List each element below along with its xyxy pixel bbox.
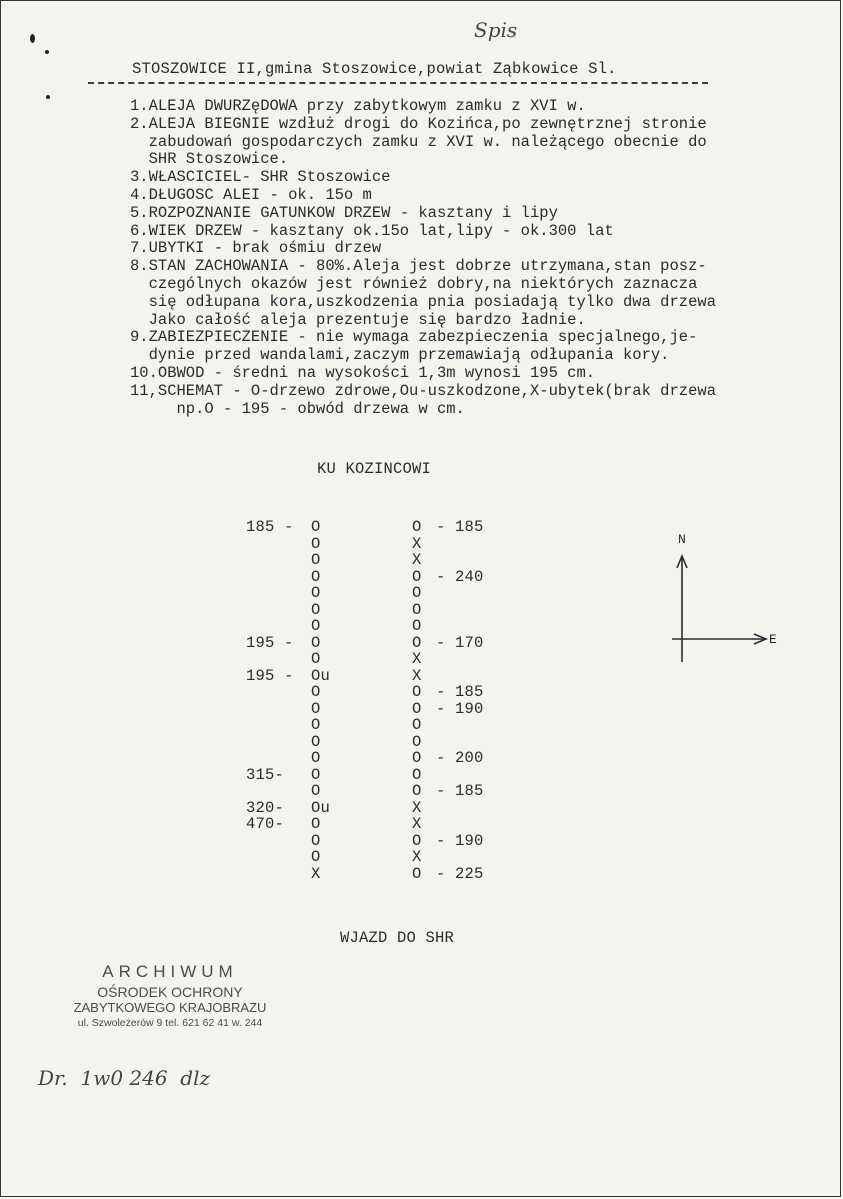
- left-tree-symbol: Ou: [311, 666, 331, 685]
- right-circumference: - 200: [436, 749, 484, 767]
- left-tree-symbol: O: [311, 584, 321, 602]
- list-item-line: 11,SCHEMAT - O-drzewo zdrowe,Ou-uszkodzone,X-ubytek(brak drzewa: [130, 381, 716, 400]
- document-header: STOSZOWICE II,gmina Stoszowice,powiat Ząbkowice Sl.: [132, 60, 617, 78]
- list-item-line: 4.DŁUGOSC ALEI - ok. 15o m: [130, 185, 372, 204]
- stamp-line-4: ul. Szwoleżerów 9 tel. 621 62 41 w. 244: [77, 1017, 263, 1029]
- stamp-line-3: ZABYTKOWEGO KRAJOBRAZU: [73, 1000, 267, 1015]
- list-item-line: SHR Stoszowice.: [130, 150, 289, 169]
- right-tree-symbol: O: [412, 765, 422, 784]
- left-tree-symbol: O: [311, 716, 321, 734]
- compass-n-label: N: [678, 532, 687, 547]
- right-tree-symbol: O: [412, 518, 422, 536]
- left-tree-symbol: O: [311, 600, 321, 619]
- right-circumference: - 225: [436, 864, 484, 883]
- list-item-line: 1.ALEJA DWURZęDOWA przy zabytkowym zamku z XVI w.: [130, 97, 586, 115]
- list-item-line: 5.ROZPOZNANIE GATUNKOW DRZEW - kasztany i lipy: [130, 203, 558, 222]
- left-tree-symbol: O: [311, 749, 321, 767]
- right-tree-symbol: O: [412, 584, 422, 602]
- left-circumference: 315-: [246, 765, 285, 784]
- right-circumference: - 190: [436, 831, 484, 850]
- left-tree-symbol: O: [311, 815, 321, 833]
- left-tree-symbol: O: [311, 732, 321, 751]
- list-item-line: się odłupana kora,uszkodzenia pnia posiadają tylko dwa drzewa: [130, 292, 716, 311]
- left-tree-symbol: O: [311, 831, 321, 850]
- right-tree-symbol: O: [412, 567, 422, 586]
- right-circumference: - 240: [436, 567, 484, 586]
- right-tree-symbol: X: [412, 815, 422, 833]
- list-item-line: Jako całość aleja prezentuje się bardzo ładnie.: [130, 310, 586, 329]
- right-tree-symbol: X: [412, 848, 422, 866]
- left-tree-symbol: O: [311, 567, 321, 586]
- right-tree-symbol: X: [412, 650, 422, 668]
- right-tree-symbol: O: [412, 699, 422, 718]
- right-tree-symbol: X: [412, 534, 422, 553]
- left-tree-symbol: O: [311, 765, 321, 784]
- left-circumference: 195 -: [246, 633, 294, 652]
- right-tree-symbol: O: [412, 732, 422, 751]
- left-tree-symbol: O: [311, 518, 321, 536]
- left-tree-symbol: O: [311, 534, 321, 553]
- stamp-line-1: ARCHIWUM: [102, 962, 238, 981]
- left-tree-symbol: O: [311, 699, 321, 718]
- right-circumference: - 190: [436, 699, 484, 718]
- stamp-line-2: OŚRODEK OCHRONY: [97, 984, 243, 1000]
- left-circumference: 470-: [246, 815, 285, 833]
- left-tree-symbol: O: [311, 650, 321, 668]
- left-tree-symbol: O: [311, 683, 321, 701]
- left-tree-symbol: X: [311, 864, 321, 883]
- right-tree-symbol: O: [412, 600, 422, 619]
- right-tree-symbol: X: [412, 666, 422, 685]
- diagram-top-label: KU KOZINCOWI: [317, 460, 432, 478]
- compass-e-label: E: [769, 632, 778, 647]
- handwritten-note-bottom: Dr. 1w0 246 dlz: [38, 1066, 211, 1090]
- list-item-line: 6.WIEK DRZEW - kasztany ok.15o lat,lipy - ok.300 lat: [130, 221, 614, 240]
- list-item-line: dynie przed wandalami,zaczym przemawiają odłupania kory.: [130, 346, 670, 365]
- handwritten-note-top: Spis: [474, 18, 518, 42]
- list-item-line: 10.OBWOD - średni na wysokości 1,3m wynosi 195 cm.: [130, 363, 596, 382]
- left-circumference: 320-: [246, 798, 285, 817]
- right-circumference: - 185: [436, 518, 484, 536]
- right-tree-symbol: O: [412, 683, 422, 701]
- list-item-line: 7.UBYTKI - brak ośmiu drzew: [130, 239, 382, 258]
- right-tree-symbol: X: [412, 551, 422, 569]
- list-item-line: czególnych okazów jest również dobry,na niektórych zaznacza: [130, 274, 698, 293]
- left-tree-symbol: O: [311, 782, 321, 800]
- left-tree-symbol: O: [311, 848, 321, 866]
- right-tree-symbol: O: [412, 749, 422, 767]
- right-circumference: - 185: [436, 782, 484, 800]
- list-item-line: 9.ZABIEZPIECZENIE - nie wymaga zabezpieczenia specjalnego,je-: [130, 328, 698, 347]
- list-item-line: 2.ALEJA BIEGNIE wzdłuż drogi do Kozińca,po zewnętrznej stronie: [130, 114, 707, 133]
- right-tree-symbol: O: [412, 716, 422, 734]
- list-item-line: zabudowań gospodarczych zamku z XVI w. należącego obecnie do: [130, 132, 707, 151]
- archive-stamp: [55, 962, 285, 1029]
- right-tree-symbol: O: [412, 831, 422, 850]
- list-item-line: 3.WŁASCICIEL- SHR Stoszowice: [130, 168, 391, 187]
- left-circumference: 195 -: [246, 666, 294, 685]
- right-tree-symbol: O: [412, 617, 422, 635]
- list-item-line: 8.STAN ZACHOWANIA - 80%.Aleja jest dobrze utrzymana,stan posz-: [130, 257, 707, 276]
- list-item-line: np.O - 195 - obwód drzewa w cm.: [130, 399, 465, 418]
- right-circumference: - 170: [436, 633, 484, 652]
- left-circumference: 185 -: [246, 518, 294, 536]
- right-tree-symbol: O: [412, 633, 422, 652]
- right-tree-symbol: O: [412, 782, 422, 800]
- left-tree-symbol: O: [311, 617, 321, 635]
- right-circumference: - 185: [436, 683, 484, 701]
- diagram-bottom-label: WJAZD DO SHR: [340, 929, 455, 947]
- left-tree-symbol: O: [311, 551, 321, 569]
- right-tree-symbol: X: [412, 798, 422, 817]
- right-tree-symbol: O: [412, 864, 422, 883]
- left-tree-symbol: Ou: [311, 798, 331, 817]
- left-tree-symbol: O: [311, 633, 321, 652]
